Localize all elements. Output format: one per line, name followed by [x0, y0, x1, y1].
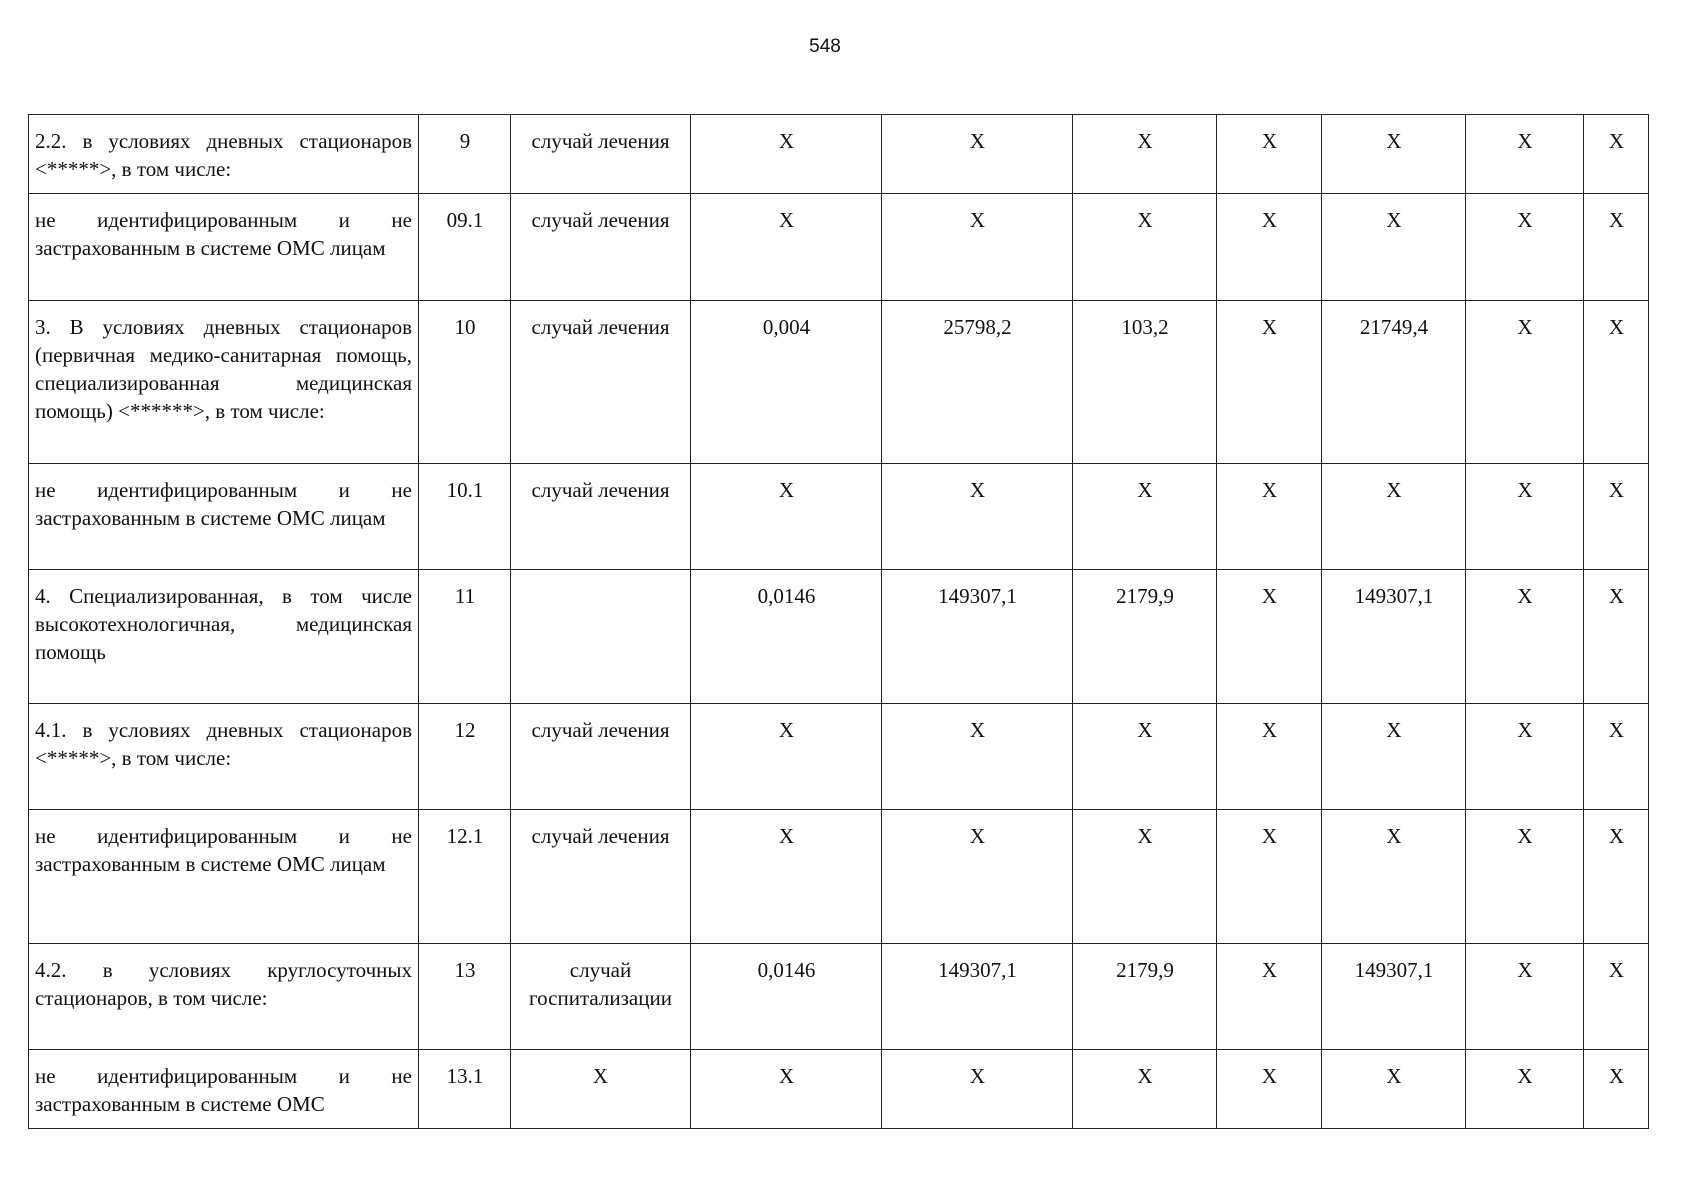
row-value: X	[1217, 464, 1322, 570]
row-name: не идентифицированным и не застрахованным в системе ОМС лицам	[29, 810, 419, 944]
row-value: X	[1466, 464, 1584, 570]
row-unit: случай госпитализации	[511, 944, 691, 1050]
table-row	[29, 464, 1649, 570]
row-value: X	[1584, 1050, 1649, 1129]
row-value: X	[1217, 1050, 1322, 1129]
row-unit	[511, 570, 691, 704]
row-value: X	[1584, 944, 1649, 1050]
row-value: X	[1217, 810, 1322, 944]
row-value: X	[882, 810, 1073, 944]
row-value: X	[1466, 115, 1584, 194]
row-value: X	[1217, 944, 1322, 1050]
row-name: не идентифицированным и не застрахованным в системе ОМС лицам	[29, 194, 419, 301]
row-name: 3. В условиях дневных стационаров (первичная медико-санитарная помощь, специализированная медицинская помощь) <******>, в том числе:	[29, 301, 419, 464]
table-row	[29, 1050, 1649, 1129]
table-row	[29, 194, 1649, 301]
row-value: X	[1584, 464, 1649, 570]
row-code: 13.1	[419, 1050, 511, 1129]
row-value: X	[1584, 301, 1649, 464]
row-value: X	[1466, 301, 1584, 464]
row-value: X	[1217, 301, 1322, 464]
row-name: 4.1. в условиях дневных стационаров <*****>, в том числе:	[29, 704, 419, 810]
row-value: X	[1322, 1050, 1466, 1129]
row-value: 0,0146	[691, 944, 882, 1050]
row-value: X	[882, 194, 1073, 301]
row-value: 149307,1	[882, 570, 1073, 704]
row-unit: случай лечения	[511, 301, 691, 464]
table-row	[29, 944, 1649, 1050]
row-value: X	[1466, 194, 1584, 301]
row-value: X	[691, 115, 882, 194]
row-code: 11	[419, 570, 511, 704]
row-name: 4. Специализированная, в том числе высокотехнологичная, медицинская помощь	[29, 570, 419, 704]
row-value: X	[1466, 1050, 1584, 1129]
row-value: X	[691, 704, 882, 810]
table-row	[29, 301, 1649, 464]
row-value: X	[1217, 115, 1322, 194]
row-value: X	[1073, 115, 1217, 194]
row-value: 2179,9	[1073, 944, 1217, 1050]
row-value: X	[1466, 944, 1584, 1050]
row-unit: случай лечения	[511, 115, 691, 194]
row-value: X	[691, 1050, 882, 1129]
row-value: X	[1584, 194, 1649, 301]
row-value: X	[691, 810, 882, 944]
row-value: X	[1322, 115, 1466, 194]
row-value: X	[1217, 194, 1322, 301]
row-value: X	[1322, 704, 1466, 810]
row-value: X	[882, 704, 1073, 810]
row-code: 12	[419, 704, 511, 810]
row-name: не идентифицированным и не застрахованным в системе ОМС	[29, 1050, 419, 1129]
row-value: 2179,9	[1073, 570, 1217, 704]
row-value: 25798,2	[882, 301, 1073, 464]
row-code: 10	[419, 301, 511, 464]
table-row	[29, 570, 1649, 704]
row-value: X	[1322, 464, 1466, 570]
row-value: X	[882, 464, 1073, 570]
row-value: X	[1073, 464, 1217, 570]
row-value: X	[1584, 704, 1649, 810]
row-name: 4.2. в условиях круглосуточных стационаров, в том числе:	[29, 944, 419, 1050]
row-value: X	[882, 1050, 1073, 1129]
row-value: X	[1073, 810, 1217, 944]
row-value: 21749,4	[1322, 301, 1466, 464]
row-unit: случай лечения	[511, 464, 691, 570]
row-code: 09.1	[419, 194, 511, 301]
row-value: X	[1584, 115, 1649, 194]
row-value: X	[691, 464, 882, 570]
row-name: 2.2. в условиях дневных стационаров <*****>, в том числе:	[29, 115, 419, 194]
row-value: X	[882, 115, 1073, 194]
row-unit: X	[511, 1050, 691, 1129]
row-unit: случай лечения	[511, 704, 691, 810]
row-value: X	[1322, 810, 1466, 944]
row-value: X	[1073, 1050, 1217, 1129]
row-value: 149307,1	[1322, 944, 1466, 1050]
row-value: 0,004	[691, 301, 882, 464]
row-value: X	[1217, 704, 1322, 810]
row-code: 13	[419, 944, 511, 1050]
row-value: 149307,1	[1322, 570, 1466, 704]
page-number: 548	[809, 36, 841, 57]
data-table	[28, 114, 1649, 1129]
row-value: 0,0146	[691, 570, 882, 704]
row-value: X	[1466, 810, 1584, 944]
row-value: X	[1073, 704, 1217, 810]
row-value: X	[1217, 570, 1322, 704]
row-unit: случай лечения	[511, 810, 691, 944]
table-row	[29, 704, 1649, 810]
row-value: X	[1322, 194, 1466, 301]
row-value: X	[1584, 810, 1649, 944]
row-value: X	[691, 194, 882, 301]
row-value: X	[1584, 570, 1649, 704]
row-value: X	[1466, 570, 1584, 704]
row-unit: случай лечения	[511, 194, 691, 301]
row-value: 149307,1	[882, 944, 1073, 1050]
table-row	[29, 810, 1649, 944]
row-value: 103,2	[1073, 301, 1217, 464]
row-code: 9	[419, 115, 511, 194]
row-value: X	[1073, 194, 1217, 301]
row-value: X	[1466, 704, 1584, 810]
row-code: 10.1	[419, 464, 511, 570]
row-code: 12.1	[419, 810, 511, 944]
table-row	[29, 115, 1649, 194]
row-name: не идентифицированным и не застрахованным в системе ОМС лицам	[29, 464, 419, 570]
